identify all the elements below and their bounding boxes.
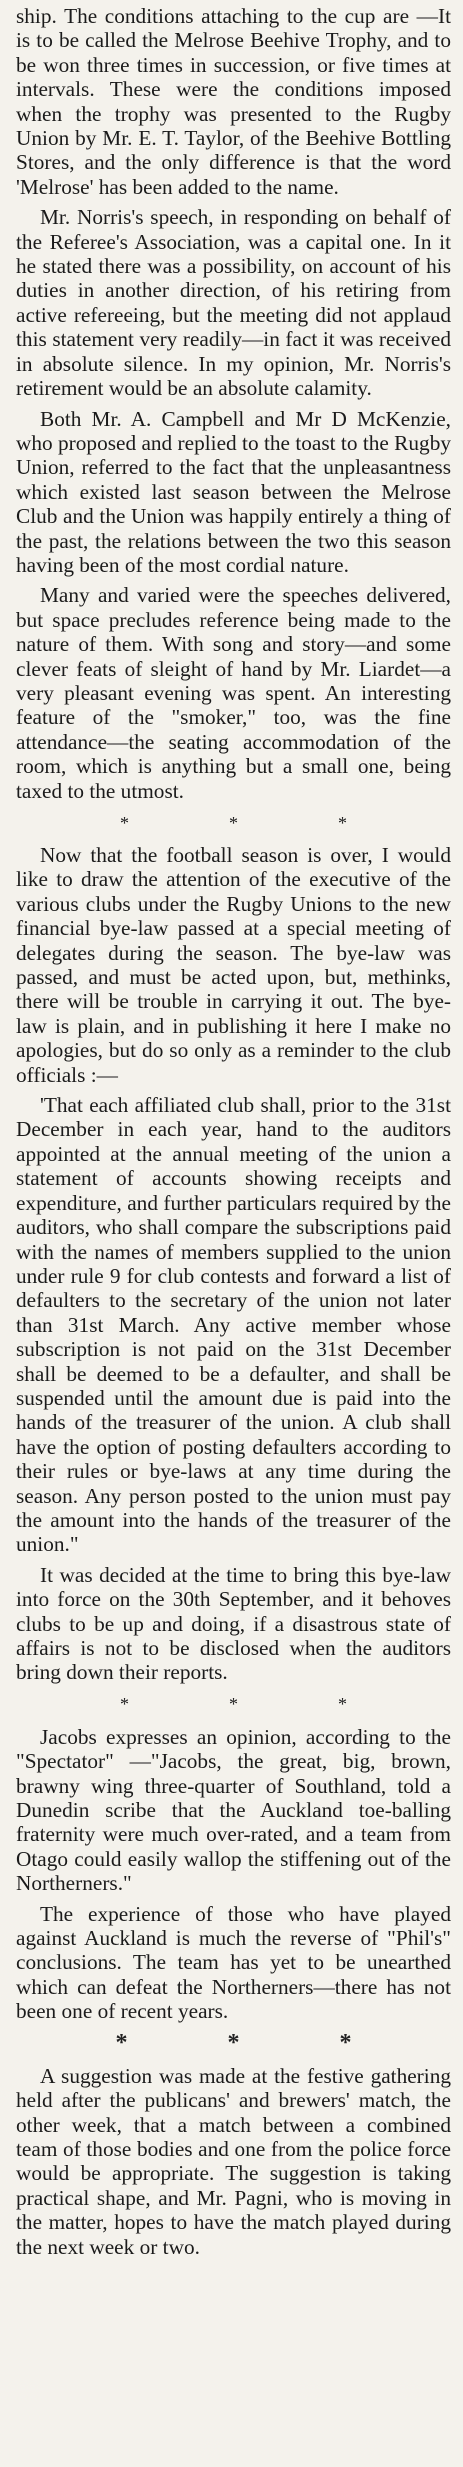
section-divider-1	[16, 803, 451, 843]
divider-star: *	[229, 1694, 238, 1715]
divider-star: *	[339, 2030, 352, 2057]
paragraph-rugby-union-toast: Both Mr. A. Campbell and Mr D McKenzie, who proposed and replied to the toast to the Rugby Union, referred to the fact that the unpleasantness which existed last season between the Melrose Club and the Union was happily entirely a thing of the past, the relations between the two this season having been of the most cordial nature.	[16, 406, 451, 577]
paragraph-bye-law-intro: Now that the football season is over, I would like to draw the attention of the executive of the various clubs under the Rugby Unions to the new financial bye-law passed at a special meeting of delegates during the season. The bye-law was passed, and must be acted upon, but, methinks, there will be trouble in carrying it out. The bye-law is plain, and in publishing it here I make no apologies, but do so only as a reminder to the club officials :—	[16, 843, 451, 1087]
divider-star: *	[115, 2030, 128, 2057]
paragraph-police-match-suggestion: A suggestion was made at the festive gathering held after the publicans' and brewers' match, the other week, that a match between a combined team of those bodies and one from the police force would be appropriate. The suggestion is taking practical shape, and Mr. Pagni, who is moving in the matter, hopes to have the match played during the next week or two.	[16, 2063, 451, 2259]
section-divider-3	[16, 2024, 451, 2064]
divider-star: *	[338, 1694, 347, 1715]
divider-star: *	[338, 812, 347, 833]
section-divider-2	[16, 1685, 451, 1725]
paragraph-bye-law-enforcement: It was decided at the time to bring this bye-law into force on the 30th September, and it behoves clubs to be up and doing, if a disastrous state of affairs is not to be disclosed when the auditors bring down their reports.	[16, 1562, 451, 1685]
paragraph-auckland-experience: The experience of those who have played against Auckland is much the reverse of "Phil's" conclusions. The team has yet to be unearthed which can defeat the Northerners—there has not been one of recent years.	[16, 1901, 451, 2024]
paragraph-bye-law-quote: 'That each affiliated club shall, prior to the 31st December in each year, hand to the auditors appointed at the annual meeting of the union a statement of accounts showing receipts and expenditure, and further particulars required by the auditors, who shall compare the subscriptions paid with the names of members supplied to the union under rule 9 for club contests and forward a list of defaulters to the secretary of the union not later than 31st March. Any active member whose subscription is not paid on the 31st December shall be deemed to be a defaulter, and shall be suspended until the amount due is paid into the hands of the treasurer of the union. A club shall have the option of posting defaulters according to their rules or bye-laws at any time during the season. Any person posted to the union must pay the amount into the hands of the treasurer of the union."	[16, 1093, 451, 1557]
divider-star: *	[229, 812, 238, 833]
divider-star: *	[120, 1694, 129, 1715]
paragraph-jacobs-opinion: Jacobs expresses an opinion, according to the "Spectator" —"Jacobs, the great, big, brown, brawny wing three-quarter of Southland, told a Dunedin scribe that the Auckland toe-balling fraternity were much over-rated, and a team from Otago could easily wallop the stiffening out of the Northerners."	[16, 1724, 451, 1896]
divider-star: *	[227, 2030, 240, 2057]
paragraph-norris-speech: Mr. Norris's speech, in responding on behalf of the Referee's Association, was a capital one. In it he stated there was a possibility, on account of his duties in another direction, of his retiring from active refereeing, but the meeting did not applaud this statement very readily—in fact it was received in absolute silence. In my opinion, Mr. Norris's retirement would be an absolute calamity.	[16, 205, 451, 401]
paragraph-speeches-smoker: Many and varied were the speeches delivered, but space precludes reference being made to the nature of them. With song and story—and some clever feats of sleight of hand by Mr. Liardet—a very pleasant evening was spent. An interesting feature of the "smoker," too, was the fine attendance—the seating accommodation of the room, which is anything but a small one, being taxed to the utmost.	[16, 583, 451, 803]
divider-star: *	[120, 812, 129, 833]
paragraph-trophy-conditions: ship. The conditions attaching to the cup are —It is to be called the Melrose Beehive Trophy, and to be won three times in succession, or five times at intervals. These were the conditions imposed when the trophy was presented to the Rugby Union by Mr. E. T. Taylor, of the Beehive Bottling Stores, and the only difference is that the word 'Melrose' has been added to the name.	[16, 4, 451, 199]
